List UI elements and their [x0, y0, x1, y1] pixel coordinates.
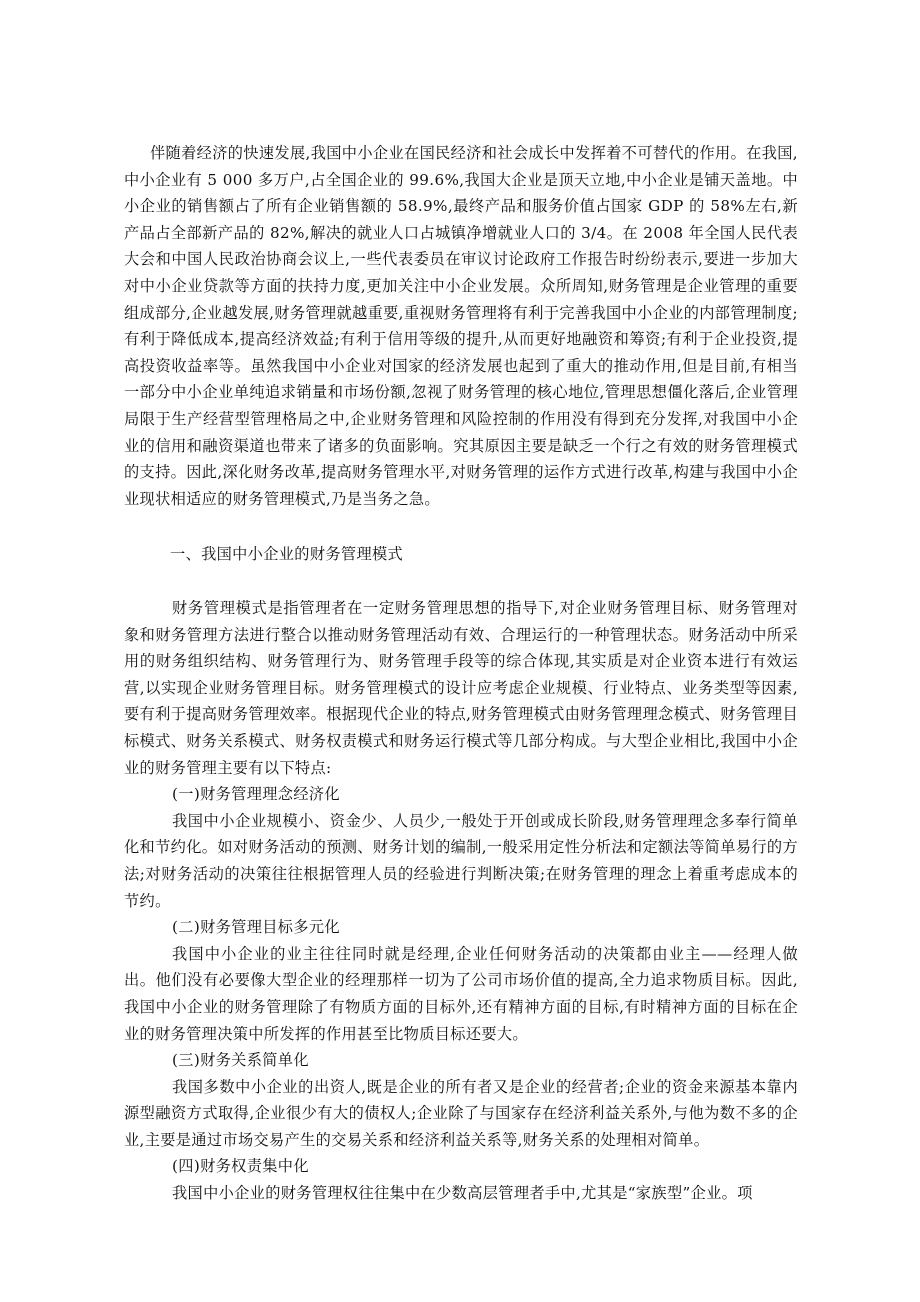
section-heading: 一、我国中小企业的财务管理模式 — [170, 545, 404, 563]
item-paragraph-4: 我国中小企业的财务管理权往往集中在少数高层管理者手中,尤其是“家族型”企业。项 — [172, 1184, 753, 1203]
subheading-2: (二)财务管理目标多元化 — [172, 918, 340, 937]
subheading-1: (一)财务管理理念经济化 — [172, 785, 340, 804]
item-paragraph-3: 我国多数中小企业的出资人,既是企业的所有者又是企业的经营者;企业的资金来源基本靠内源型融资方式取得,企业很少有大的债权人;企业除了与国家存在经济利益关系外,与他为数不多的企业,主要是通过市场交易产生的交易关系和经济利益关系等,财务关系的处理相对简单。 — [124, 1077, 798, 1149]
subheading-3: (三)财务关系简单化 — [172, 1051, 309, 1070]
section-lead-paragraph: 财务管理模式是指管理者在一定财务管理思想的指导下,对企业财务管理目标、财务管理对象和财务管理方法进行整合以推动财务管理活动有效、合理运行的一种管理状态。财务活动中所采用的财务组织结构、财务管理行为、财务管理手段等的综合体现,其实质是对企业资本进行有效运营,以实现企业财务管理目标。财务管理模式的设计应考虑企业规模、行业特点、业务类型等因素,要有利于提高财务管理效率。根据现代企业的特点,财务管理模式由财务管理理念模式、财务管理目标模式、财务关系模式、财务权责模式和财务运行模式等几部分构成。与大型企业相比,我国中小企业的财务管理主要有以下特点: — [124, 599, 798, 777]
item-paragraph-2: 我国中小企业的业主往往同时就是经理,企业任何财务活动的决策都由业主——经理人做出。他们没有必要像大型企业的经理那样一切为了公司市场价值的提高,全力追求物质目标。因此,我国中小企业的财务管理除了有物质方面的目标外,还有精神方面的目标,有时精神方面的目标在企业的财务管理决策中所发挥的作用甚至比物质目标还要大。 — [124, 944, 798, 1043]
intro-paragraph: 伴随着经济的快速发展,我国中小企业在国民经济和社会成长中发挥着不可替代的作用。在我国,中小企业有 5 000 多万户,占全国企业的 99.6%,我国大企业是顶天立地,中小企业是铺天盖地。中小企业的销售额占了所有企业销售额的 58.9%,最终产品和服务价值占国家 GDP 的 58%左右,新产品占全部新产品的 82%,解决的就业人口占城镇净增就业人口的 3/4。在 2008 年全国人民代表大会和中国人民政治协商会议上,一些代表委员在审议讨论政府工作报告时纷纷表示,要进一步加大对中小企业贷款等方面的扶持力度,更加关注中小企业发展。众所周知,财务管理是企业管理的重要组成部分,企业越发展,财务管理就越重要,重视财务管理将有利于完善我国中小企业的内部管理制度;有利于降低成本,提高经济效益;有利于信用等级的提升,从而更好地融资和筹资;有利于企业投资,提高投资收益率等。虽然我国中小企业对国家的经济发展也起到了重大的推动作用,但是目前,有相当一部分中小企业单纯追求销量和市场份额,忽视了财务管理的核心地位,管理思想僵化落后,企业管理局限于生产经营型管理格局之中,企业财务管理和风险控制的作用没有得到充分发挥,对我国中小企业的信用和融资渠道也带来了诸多的负面影响。究其原因主要是缺乏一个行之有效的财务管理模式的支持。因此,深化财务改革,提高财务管理水平,对财务管理的运作方式进行改革,构建与我国中小企业现状相适应的财务管理模式,乃是当务之急。 — [124, 144, 798, 508]
subheading-4: (四)财务权责集中化 — [172, 1157, 309, 1176]
section-body — [124, 595, 798, 1207]
item-paragraph-1: 我国中小企业规模小、资金少、人员少,一般处于开创或成长阶段,财务管理理念多奉行简单化和节约化。如对财务活动的预测、财务计划的编制,一般采用定性分析法和定额法等简单易行的方法;对财务活动的决策往往根据管理人员的经验进行判断决策;在财务管理的理念上着重考虑成本的节约。 — [124, 811, 798, 910]
